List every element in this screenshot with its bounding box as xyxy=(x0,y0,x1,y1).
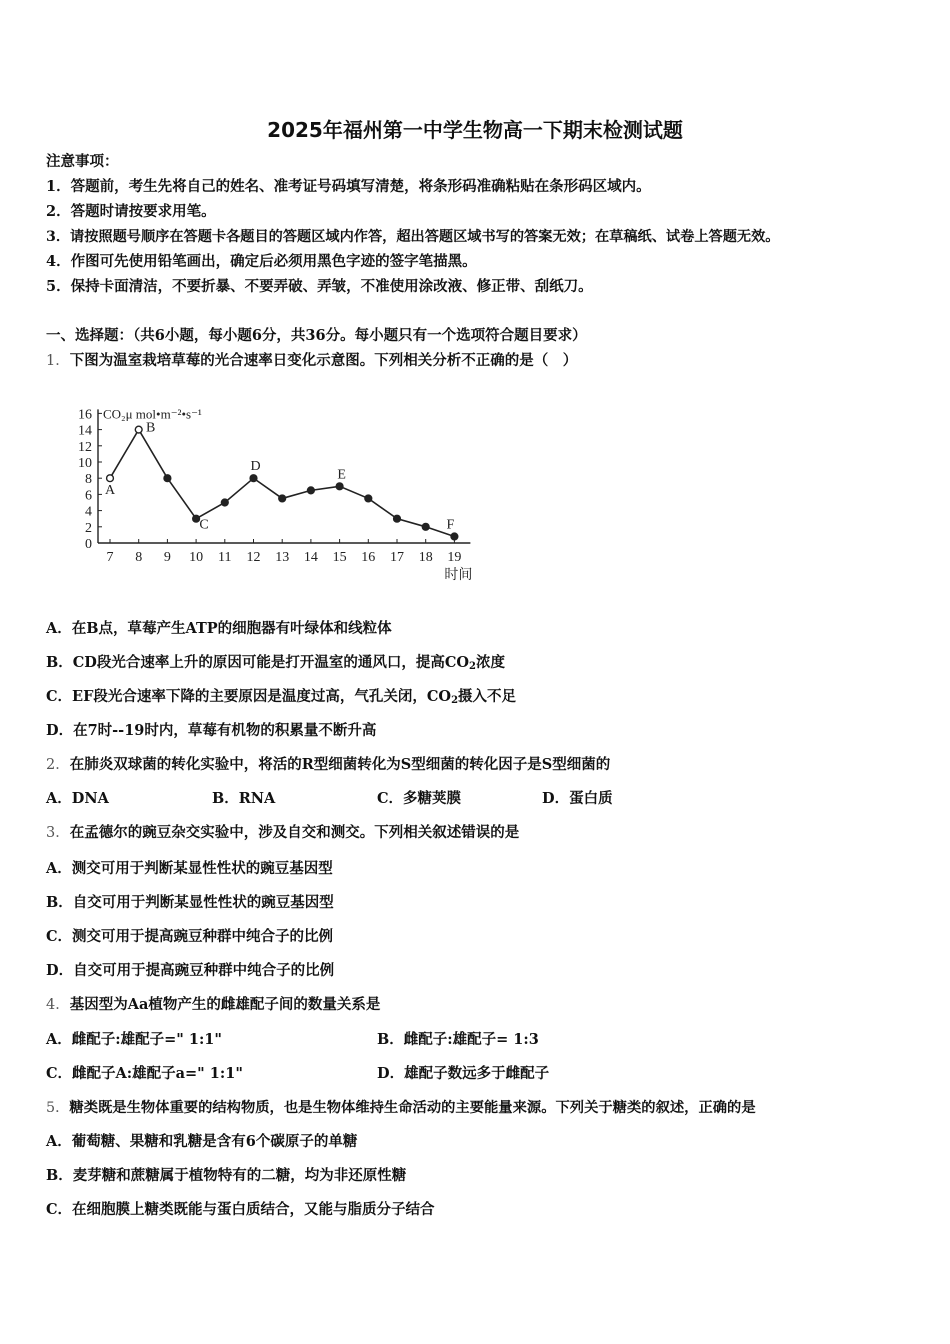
q5-option-a: A．葡萄糖、果糖和乳糖是含有6个碳原子的单糖 xyxy=(46,1133,358,1150)
x-tick-label: 14 xyxy=(303,550,318,565)
question-5-stem xyxy=(46,1099,756,1117)
q1-option-b xyxy=(46,654,505,676)
q2-option-c: C．多糖荚膜 xyxy=(377,790,462,807)
data-point xyxy=(221,499,228,506)
x-tick-label: 9 xyxy=(163,550,171,565)
q3-option-a: A．测交可用于判断某显性性状的豌豆基因型 xyxy=(46,860,333,877)
q5-option-b: B．麦芽糖和蔗糖属于植物特有的二糖，均为非还原性糖 xyxy=(46,1167,407,1184)
option-text: 浓度 xyxy=(476,654,506,671)
y-tick-label: 12 xyxy=(78,439,92,455)
q3-option-d: D．自交可用于提高豌豆种群中纯合子的比例 xyxy=(46,962,335,979)
question-number: 4． xyxy=(46,997,70,1013)
point-label: D xyxy=(250,459,261,475)
point-label: A xyxy=(104,483,116,499)
y-tick-label: 4 xyxy=(85,504,92,520)
x-tick-label: 7 xyxy=(106,550,114,565)
y-tick-label: 8 xyxy=(85,472,92,488)
option-text: B．CD段光合速率上升的原因可能是打开温室的通风口，提高CO xyxy=(46,654,470,671)
x-tick-label: 19 xyxy=(447,550,462,565)
notice-item: 2．答题时请按要求用笔。 xyxy=(46,203,216,220)
data-point xyxy=(365,495,372,502)
point-label: C xyxy=(199,517,209,533)
data-point xyxy=(394,515,401,522)
q4-option-a: A．雌配子:雄配子=" 1:1" xyxy=(46,1031,222,1048)
question-number: 3． xyxy=(46,825,70,841)
question-text: 下图为温室栽培草莓的光合速率日变化示意图。下列相关分析不正确的是（ ） xyxy=(69,352,578,369)
q2-option-d: D．蛋白质 xyxy=(542,790,613,807)
question-2-stem xyxy=(46,756,610,774)
question-3-stem xyxy=(46,824,519,842)
question-text: 在肺炎双球菌的转化实验中，将活的R型细菌转化为S型细菌的转化因子是S型细菌的 xyxy=(69,756,611,773)
subscript: 2 xyxy=(469,661,477,672)
x-tick-label: 13 xyxy=(275,550,290,565)
x-tick-label: 15 xyxy=(332,550,347,565)
data-point xyxy=(308,487,315,494)
q2-option-b: B．RNA xyxy=(212,790,276,807)
point-label: E xyxy=(337,467,346,483)
y-tick-label: 10 xyxy=(78,456,92,471)
option-text: 摄入不足 xyxy=(458,688,517,705)
question-number: 2． xyxy=(46,757,70,773)
notice-item: 4．作图可先使用铅笔画出，确定后必须用黑色字迹的签字笔描黑。 xyxy=(46,253,477,270)
data-point xyxy=(336,483,343,490)
x-tick-label: 11 xyxy=(218,550,232,565)
data-point xyxy=(279,495,286,502)
data-point xyxy=(164,475,171,482)
x-tick-label: 18 xyxy=(418,550,433,565)
question-text: 糖类既是生物体重要的结构物质，也是生物体维持生命活动的主要能量来源。下列关于糖类的叙述，正确的是 xyxy=(69,1100,756,1116)
y-tick-label: 0 xyxy=(85,537,92,552)
photosynthesis-line-chart xyxy=(70,390,490,590)
q5-option-c: C．在细胞膜上糖类既能与蛋白质结合，又能与脂质分子结合 xyxy=(46,1201,435,1218)
point-label: F xyxy=(446,517,455,533)
data-point xyxy=(135,426,142,433)
question-4-stem xyxy=(46,996,380,1014)
q2-option-a: A．DNA xyxy=(46,790,109,807)
x-tick-label: 17 xyxy=(390,550,404,565)
q1-option-c xyxy=(46,688,516,710)
q3-option-c: C．测交可用于提高豌豆种群中纯合子的比例 xyxy=(46,928,334,945)
data-point xyxy=(422,523,429,530)
x-tick-label: 8 xyxy=(135,550,143,565)
notice-heading: 注意事项： xyxy=(46,153,119,170)
data-point xyxy=(451,533,458,540)
q4-option-d: D．雄配子数远多于雌配子 xyxy=(377,1065,550,1082)
data-point xyxy=(107,475,114,482)
x-tick-label: 16 xyxy=(361,550,376,565)
notice-item: 3．请按照题号顺序在答题卡各题目的答题区域内作答，超出答题区域书写的答案无效；在草稿纸、试卷上答题无效。 xyxy=(46,229,780,245)
subscript: 2 xyxy=(451,695,459,706)
x-tick-label: 12 xyxy=(246,550,261,565)
question-number: 1． xyxy=(46,353,70,369)
y-tick-label: 14 xyxy=(78,423,92,439)
question-1-stem xyxy=(46,352,577,370)
y-tick-label: 16 xyxy=(78,407,92,423)
question-text: 在孟德尔的豌豆杂交实验中，涉及自交和测交。下列相关叙述错误的是 xyxy=(69,824,520,841)
question-number: 5． xyxy=(46,1100,70,1116)
q3-option-b: B．自交可用于判断某显性性状的豌豆基因型 xyxy=(46,894,334,911)
option-text: C．EF段光合速率下降的主要原因是温度过高，气孔关闭，CO xyxy=(46,688,452,705)
data-point xyxy=(250,475,257,482)
x-tick-label: 10 xyxy=(189,550,204,565)
q1-option-a: A．在B点，草莓产生ATP的细胞器有叶绿体和线粒体 xyxy=(46,620,392,637)
y-axis-label: CO₂μ mol•m⁻²•s⁻¹ xyxy=(103,406,202,422)
x-axis-label: 时间 xyxy=(444,568,473,583)
notice-item: 5．保持卡面清洁，不要折暴、不要弄破、弄皱，不准使用涂改液、修正带、刮纸刀。 xyxy=(46,278,593,295)
page-title: 2025年福州第一中学生物高一下期末检测试题 xyxy=(267,118,683,142)
series-line xyxy=(110,430,454,537)
y-tick-label: 6 xyxy=(85,488,92,504)
question-text: 基因型为Aa植物产生的雌雄配子间的数量关系是 xyxy=(69,996,381,1013)
notice-item: 1．答题前，考生先将自己的姓名、准考证号码填写清楚，将条形码准确粘贴在条形码区域内。 xyxy=(46,178,651,195)
section-heading: 一、选择题：（共6小题，每小题6分，共36分。每小题只有一个选项符合题目要求） xyxy=(46,327,587,344)
y-tick-label: 2 xyxy=(85,520,92,536)
q4-option-c: C．雌配子A:雄配子a=" 1:1" xyxy=(46,1065,243,1082)
q4-option-b: B．雌配子:雄配子= 1:3 xyxy=(377,1031,539,1048)
point-label: B xyxy=(146,420,156,436)
q1-option-d: D．在7时--19时内，草莓有机物的积累量不断升高 xyxy=(46,722,377,739)
